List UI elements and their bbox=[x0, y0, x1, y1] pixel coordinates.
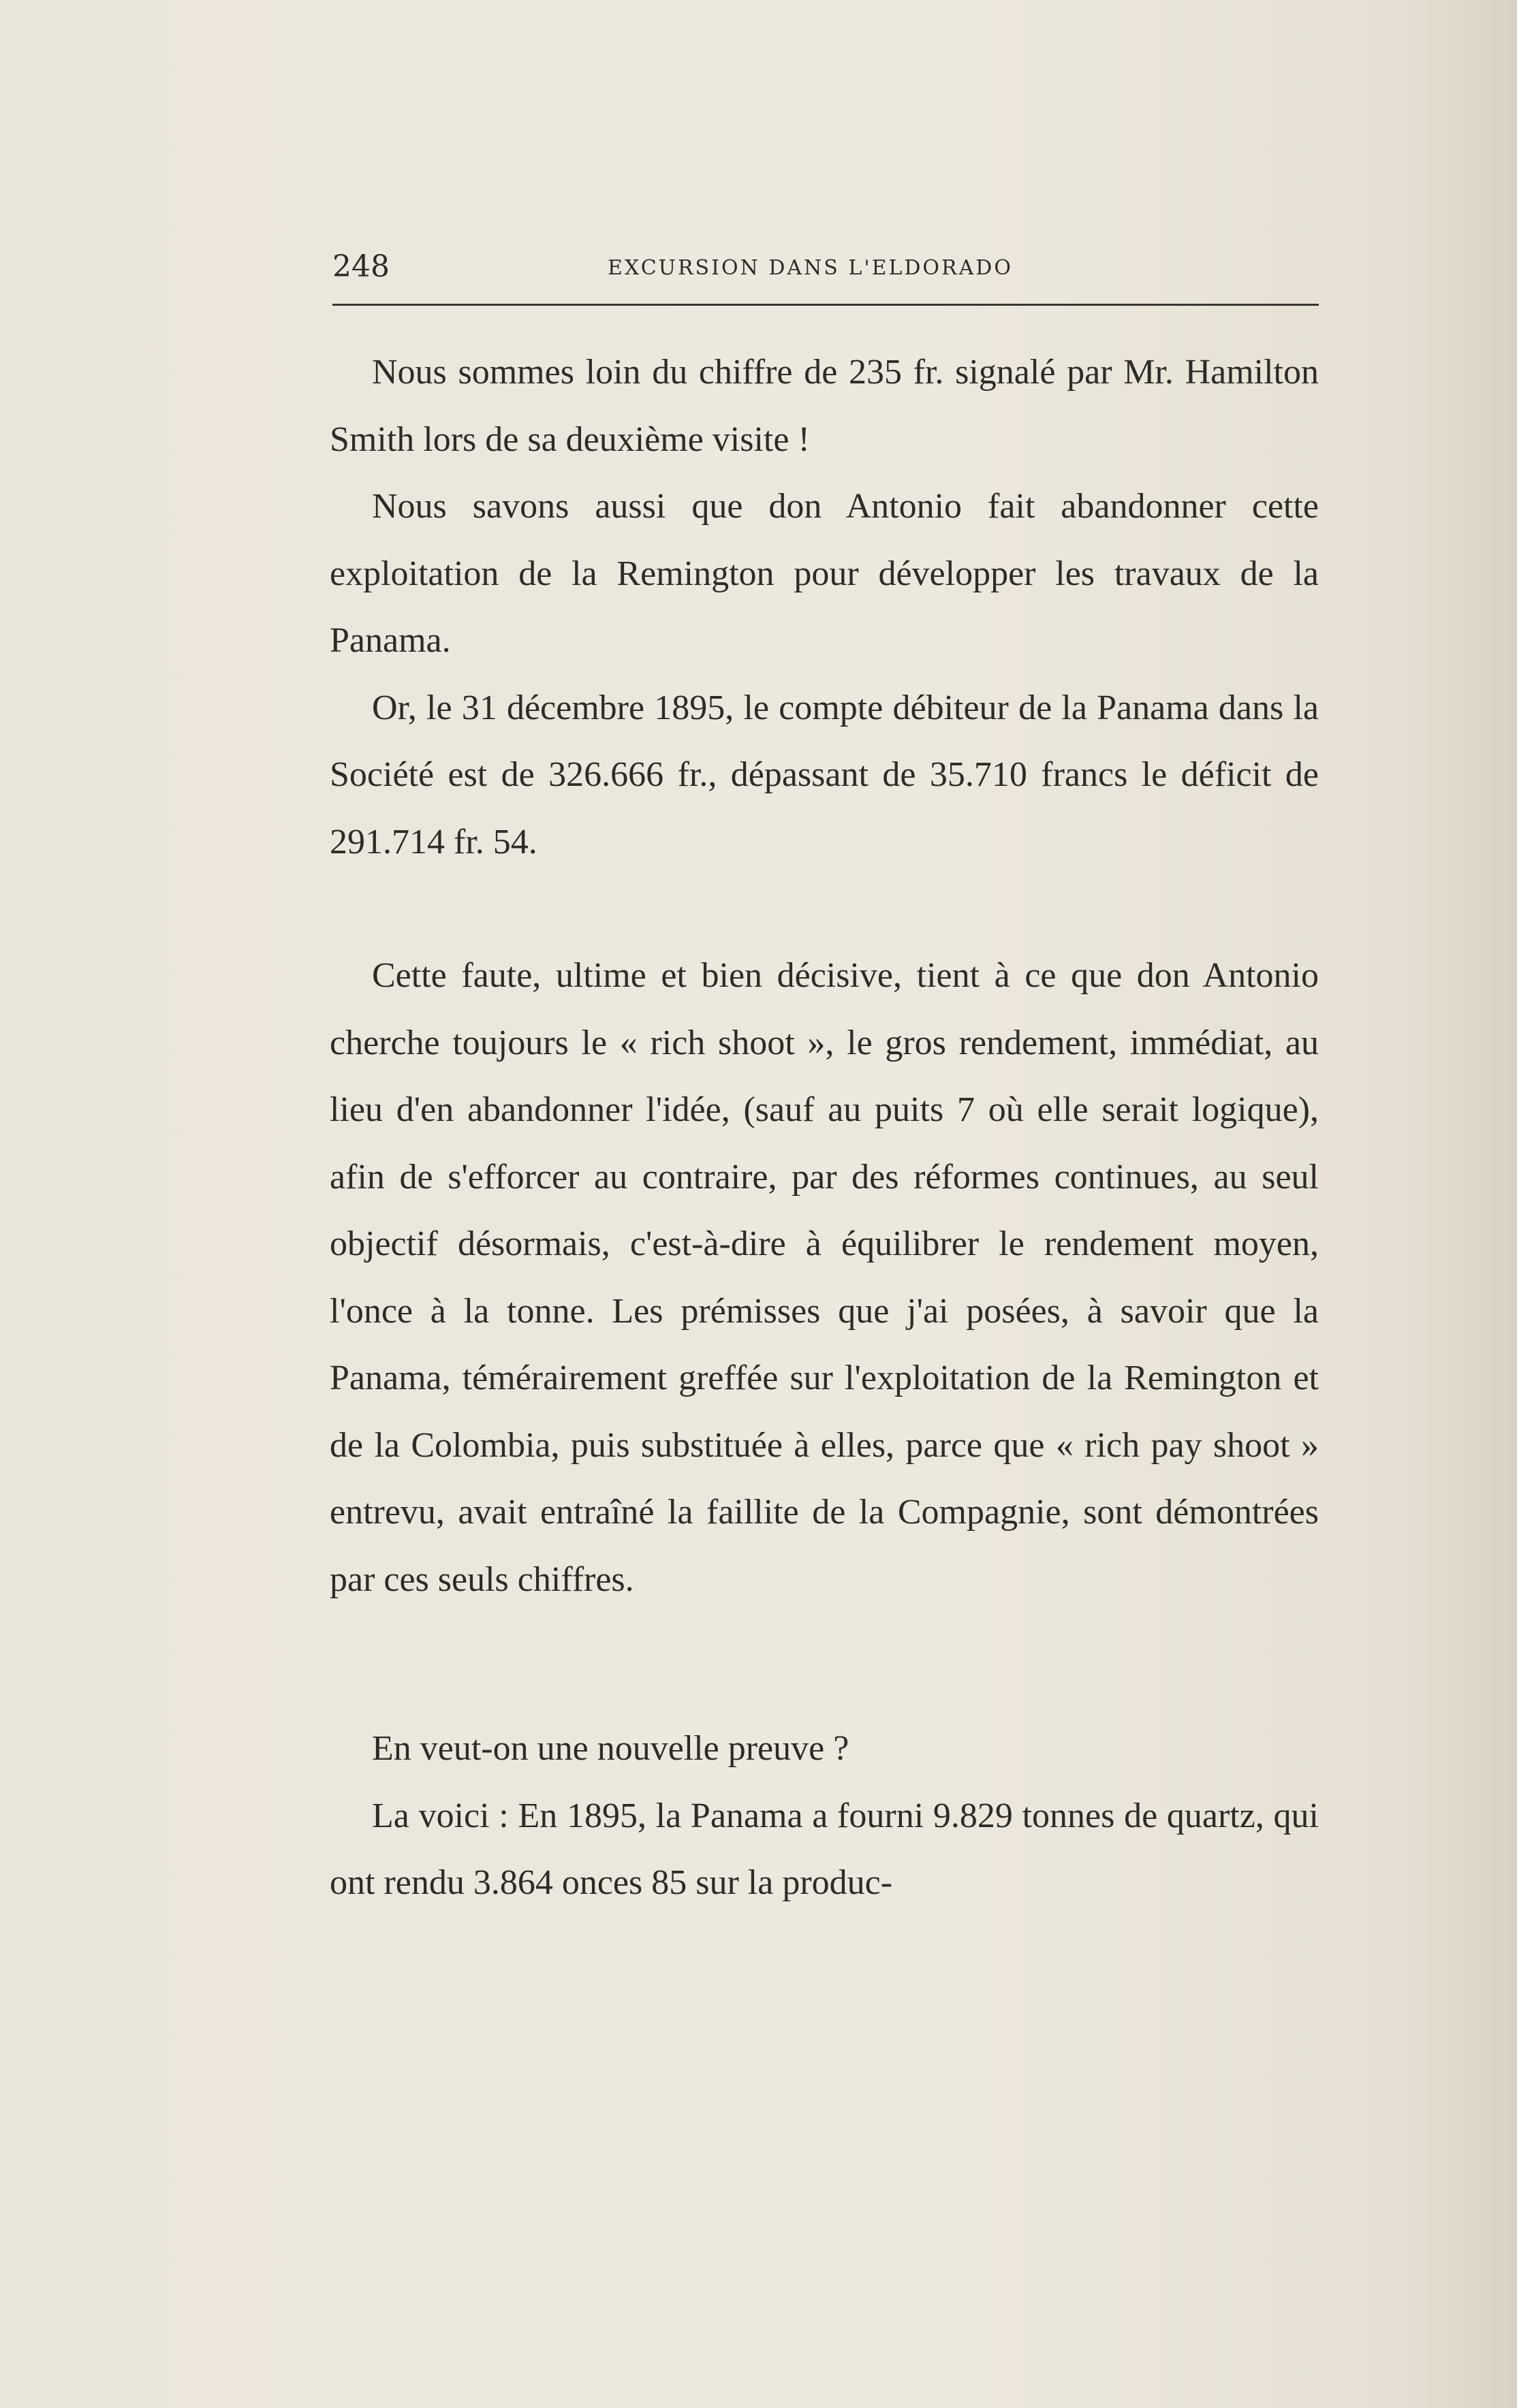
page-header bbox=[332, 247, 1319, 294]
body-text bbox=[330, 339, 1319, 1917]
paragraph-2: Nous savons aussi que don Antonio fait abandonner cette exploitation de la Remington pour développer les travaux de la Panama. bbox=[330, 487, 1319, 660]
paragraph-1: Nous sommes loin du chiffre de 235 fr. signalé par Mr. Hamilton Smith lors de sa deuxième visite ! bbox=[330, 353, 1319, 459]
paragraph-4: Cette faute, ultime et bien décisive, tient à ce que don Antonio cherche toujours le « rich shoot », le gros rendement, immédiat, au lieu d'en abandonner l'idée, (sauf au puits 7 où elle serait logique), afin de s'efforcer au contraire, par des réformes continues, au seul objectif désormais, c'est-à-dire à équilibrer le rendement moyen, l'once à la tonne. Les prémisses que j'ai posées, à savoir que la Panama, témérairement greffée sur l'exploitation de la Remington et de la Colombia, puis substituée à elles, parce que « rich pay shoot » entrevu, avait entraîné la faillite de la Compagnie, sont démontrées par ces seuls chiffres. bbox=[330, 956, 1319, 1599]
page-number: 248 bbox=[332, 249, 390, 284]
running-title: EXCURSION DANS L'ELDORADO bbox=[608, 256, 1013, 280]
paragraph-5: En veut-on une nouvelle preuve ? bbox=[372, 1729, 849, 1768]
header-rule bbox=[332, 304, 1319, 306]
paragraph-3: Or, le 31 décembre 1895, le compte débiteur de la Panama dans la Société est de 326.666 fr., dépassant de 35.710 francs le déficit de 291.714 fr. 54. bbox=[330, 688, 1319, 861]
paragraph-6: La voici : En 1895, la Panama a fourni 9.829 tonnes de quartz, qui ont rendu 3.864 onces 85 sur la produc- bbox=[330, 1796, 1319, 1902]
